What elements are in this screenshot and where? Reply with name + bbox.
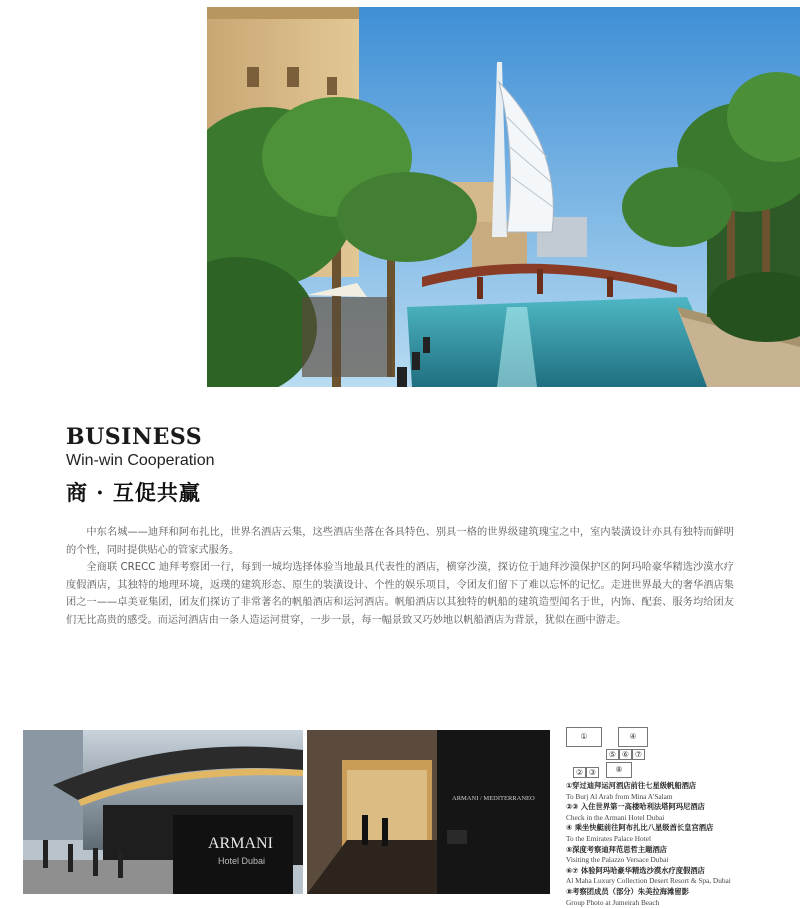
caption-4-en: Visiting the Palazzo Versace Dubai (566, 855, 669, 865)
legend-box-1: ① (566, 727, 602, 747)
caption-2-cn: ②③ 入住世界第一高楼哈利法塔阿玛尼酒店 (566, 802, 705, 812)
legend-box-6: ⑥ (619, 749, 632, 760)
legend-box-4: ④ (618, 727, 648, 747)
interior-sign-text: ARMANI / MEDITERRANEO (452, 795, 535, 802)
legend-box-5: ⑤ (606, 749, 619, 760)
caption-4-cn: ⑤深度考察迪拜范思哲主题酒店 (566, 844, 668, 854)
body-paragraph-1: 中东名城——迪拜和阿布扎比，世界名酒店云集，这些酒店坐落在各具特色、别具一格的世界级建筑瑰宝之中，室内装潢设计亦具有独特而鲜明的个性，同时提供贴心的管家式服务。 (66, 527, 734, 556)
caption-6-cn: ⑧考察团成员（部分）朱美拉海滩留影 (566, 886, 689, 896)
legend-box-7: ⑦ (632, 749, 645, 760)
photo-position-legend (566, 727, 686, 782)
legend-box-8: ⑧ (606, 762, 632, 778)
caption-6-en: Group Photo at Jumeirah Beach (566, 897, 660, 907)
caption-5-cn: ⑥⑦ 体验阿玛哈豪华精选沙漠水疗度假酒店 (566, 865, 705, 875)
caption-3-cn: ④ 乘坐快艇前往阿布扎比八星级酋长皇宫酒店 (566, 823, 714, 833)
caption-2-en: Check in the Armani Hotel Dubai (566, 812, 665, 822)
photo-armani-interior (307, 730, 550, 894)
hero-photo-dubai-canal (207, 7, 800, 387)
caption-1-en: To Burj Al Arab from Mina A'Salam (566, 791, 673, 801)
legend-box-2: ② (573, 767, 586, 778)
caption-3-en: To the Emirates Palace Hotel (566, 833, 651, 843)
legend-box-3: ③ (586, 767, 599, 778)
caption-5-en: Al Maha Luxury Collection Desert Resort & Spa, Dubai (566, 876, 731, 886)
heading-subtitle: Win-win Cooperation (66, 452, 215, 469)
article-body (66, 524, 734, 629)
heading-chinese: 商 · 互促共赢 (66, 480, 201, 505)
caption-1-cn: ①穿过迪拜运河酒店前往七星级帆船酒店 (566, 781, 697, 790)
armani-sign-subtext: Hotel Dubai (218, 856, 266, 866)
photo-armani-hotel-exterior (23, 730, 303, 894)
heading-business: BUSINESS (66, 424, 203, 450)
photo-captions (566, 781, 798, 908)
body-paragraph-2: 全商联 CRECC 迪拜考察团一行，每到一城均选择体验当地最具代表性的酒店，横穿沙漠，探访位于迪拜沙漠保护区的阿玛哈豪华精选沙漠水疗度假酒店，其独特的地理环境，返璞的建筑形态、原生的装潢设计、个性的娱乐项目，令团友们留下了难以忘怀的记忆。走进世界最大的奢华酒店集团之一——卓美亚集团，团友们探访了非常著名的帆船酒店和运河酒店。帆船酒店以其独特的帆船的建筑造型闻名于世，内饰、配套、服务均给团友们无比高贵的感受。而运河酒店由一条人造运河贯穿，一步一景，每一幅景致又巧妙地以帆船酒店为背景，犹似在画中游走。 (66, 562, 734, 626)
armani-sign-text: ARMANI (208, 835, 273, 852)
